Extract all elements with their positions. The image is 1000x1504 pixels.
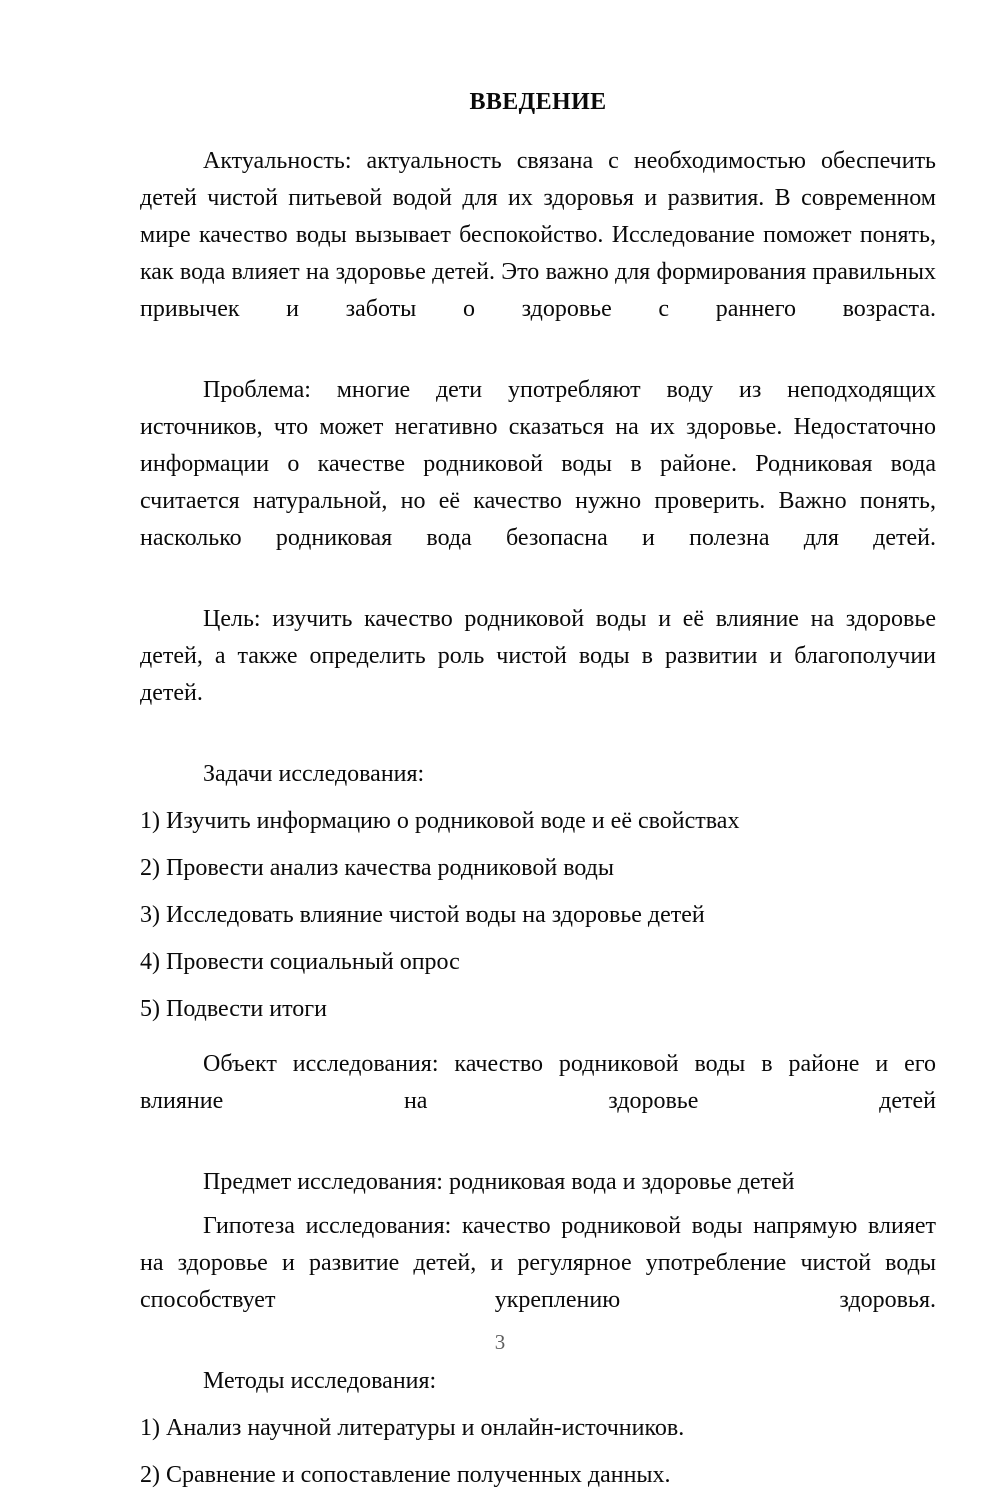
paragraph-problem: Проблема: многие дети употребляют воду из неподходящих источников, что может негативно сказаться на их здоровье. Недостаточно информации о качестве родниковой воды в районе. Родниковая вода считается натуральной, но её качество нужно проверить. Важно понять, насколько родниковая вода безопасна и полезна для детей. bbox=[140, 376, 936, 551]
page-title: ВВЕДЕНИЕ bbox=[469, 89, 607, 115]
paragraph-object: Объект исследования: качество родниковой воды в районе и его влияние на здоровье детей bbox=[140, 1050, 936, 1114]
list-item: 5) Подвести итоги bbox=[140, 995, 327, 1022]
list-item: 1) Анализ научной литературы и онлайн-источников. bbox=[140, 1414, 685, 1441]
list-item: 3) Исследовать влияние чистой воды на здоровье детей bbox=[140, 901, 705, 928]
list-item: 4) Провести социальный опрос bbox=[140, 948, 460, 975]
paragraph-hypothesis: Гипотеза исследования: качество родниковой воды напрямую влияет на здоровье и развитие детей, и регулярное употребление чистой воды способствует укреплению здоровья. bbox=[140, 1212, 936, 1313]
paragraph-subject: Предмет исследования: родниковая вода и здоровье детей bbox=[203, 1168, 795, 1195]
list-item: 1) Изучить информацию о родниковой воде и её свойствах bbox=[140, 807, 740, 834]
paragraph-goal: Цель: изучить качество родниковой воды и её влияние на здоровье детей, а также определить роль чистой воды в развитии и благополучии детей. bbox=[140, 605, 936, 706]
page-number: 3 bbox=[494, 1330, 506, 1354]
list-item: 2) Провести анализ качества родниковой воды bbox=[140, 854, 614, 881]
tasks-list bbox=[140, 803, 936, 1028]
methods-list bbox=[140, 1410, 936, 1494]
tasks-heading: Задачи исследования: bbox=[203, 760, 425, 787]
methods-heading: Методы исследования: bbox=[203, 1367, 437, 1394]
document-body bbox=[140, 88, 936, 1504]
list-item: 2) Сравнение и сопоставление полученных данных. bbox=[140, 1461, 671, 1488]
spacer bbox=[140, 1038, 936, 1046]
paragraph-relevance: Актуальность: актуальность связана с необходимостью обеспечить детей чистой питьевой водой для их здоровья и развития. В современном мире качество воды вызывает беспокойство. Исследование поможет понять, как вода влияет на здоровье детей. Это важно для формирования правильных привычек и заботы о здоровье с раннего возраста. bbox=[140, 147, 936, 322]
